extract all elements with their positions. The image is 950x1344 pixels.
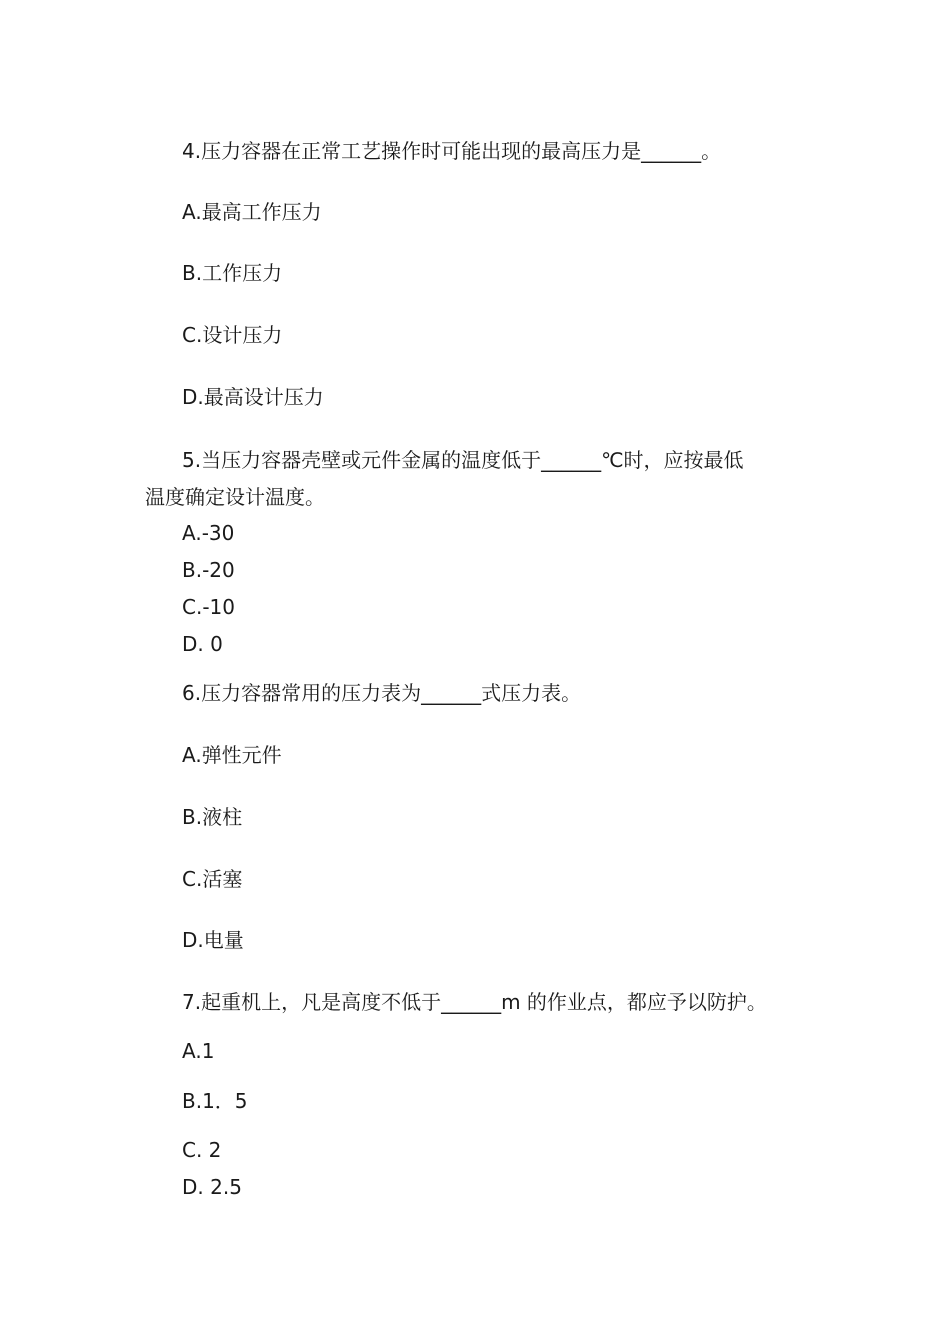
- question-5-option-a: A.-30: [182, 521, 235, 545]
- question-7-option-d: D. 2.5: [182, 1175, 242, 1199]
- question-4-option-b: B.工作压力: [182, 261, 283, 285]
- question-5-stem-continued: 温度确定设计温度。: [145, 485, 325, 509]
- question-4-option-d: D.最高设计压力: [182, 385, 324, 409]
- question-7-stem: 7.起重机上，凡是高度不低于______m 的作业点，都应予以防护。: [182, 990, 767, 1014]
- question-5-option-d: D. 0: [182, 632, 223, 656]
- question-5-stem: 5.当压力容器壳壁或元件金属的温度低于______℃时，应按最低: [182, 448, 744, 472]
- question-6-stem: 6.压力容器常用的压力表为______式压力表。: [182, 681, 582, 705]
- question-6-option-c: C.活塞: [182, 867, 243, 891]
- question-7-option-a: A.1: [182, 1039, 215, 1063]
- question-4-stem: 4.压力容器在正常工艺操作时可能出现的最高压力是______。: [182, 139, 722, 163]
- question-5-option-c: C.-10: [182, 595, 235, 619]
- question-7-option-b: B.1．5: [182, 1089, 248, 1113]
- question-4-option-c: C.设计压力: [182, 323, 283, 347]
- question-7-option-c: C. 2: [182, 1138, 222, 1162]
- question-6-option-d: D.电量: [182, 928, 244, 952]
- question-6-option-b: B.液柱: [182, 805, 243, 829]
- question-5-option-b: B.-20: [182, 558, 235, 582]
- question-4-option-a: A.最高工作压力: [182, 200, 322, 224]
- question-6-option-a: A.弹性元件: [182, 743, 282, 767]
